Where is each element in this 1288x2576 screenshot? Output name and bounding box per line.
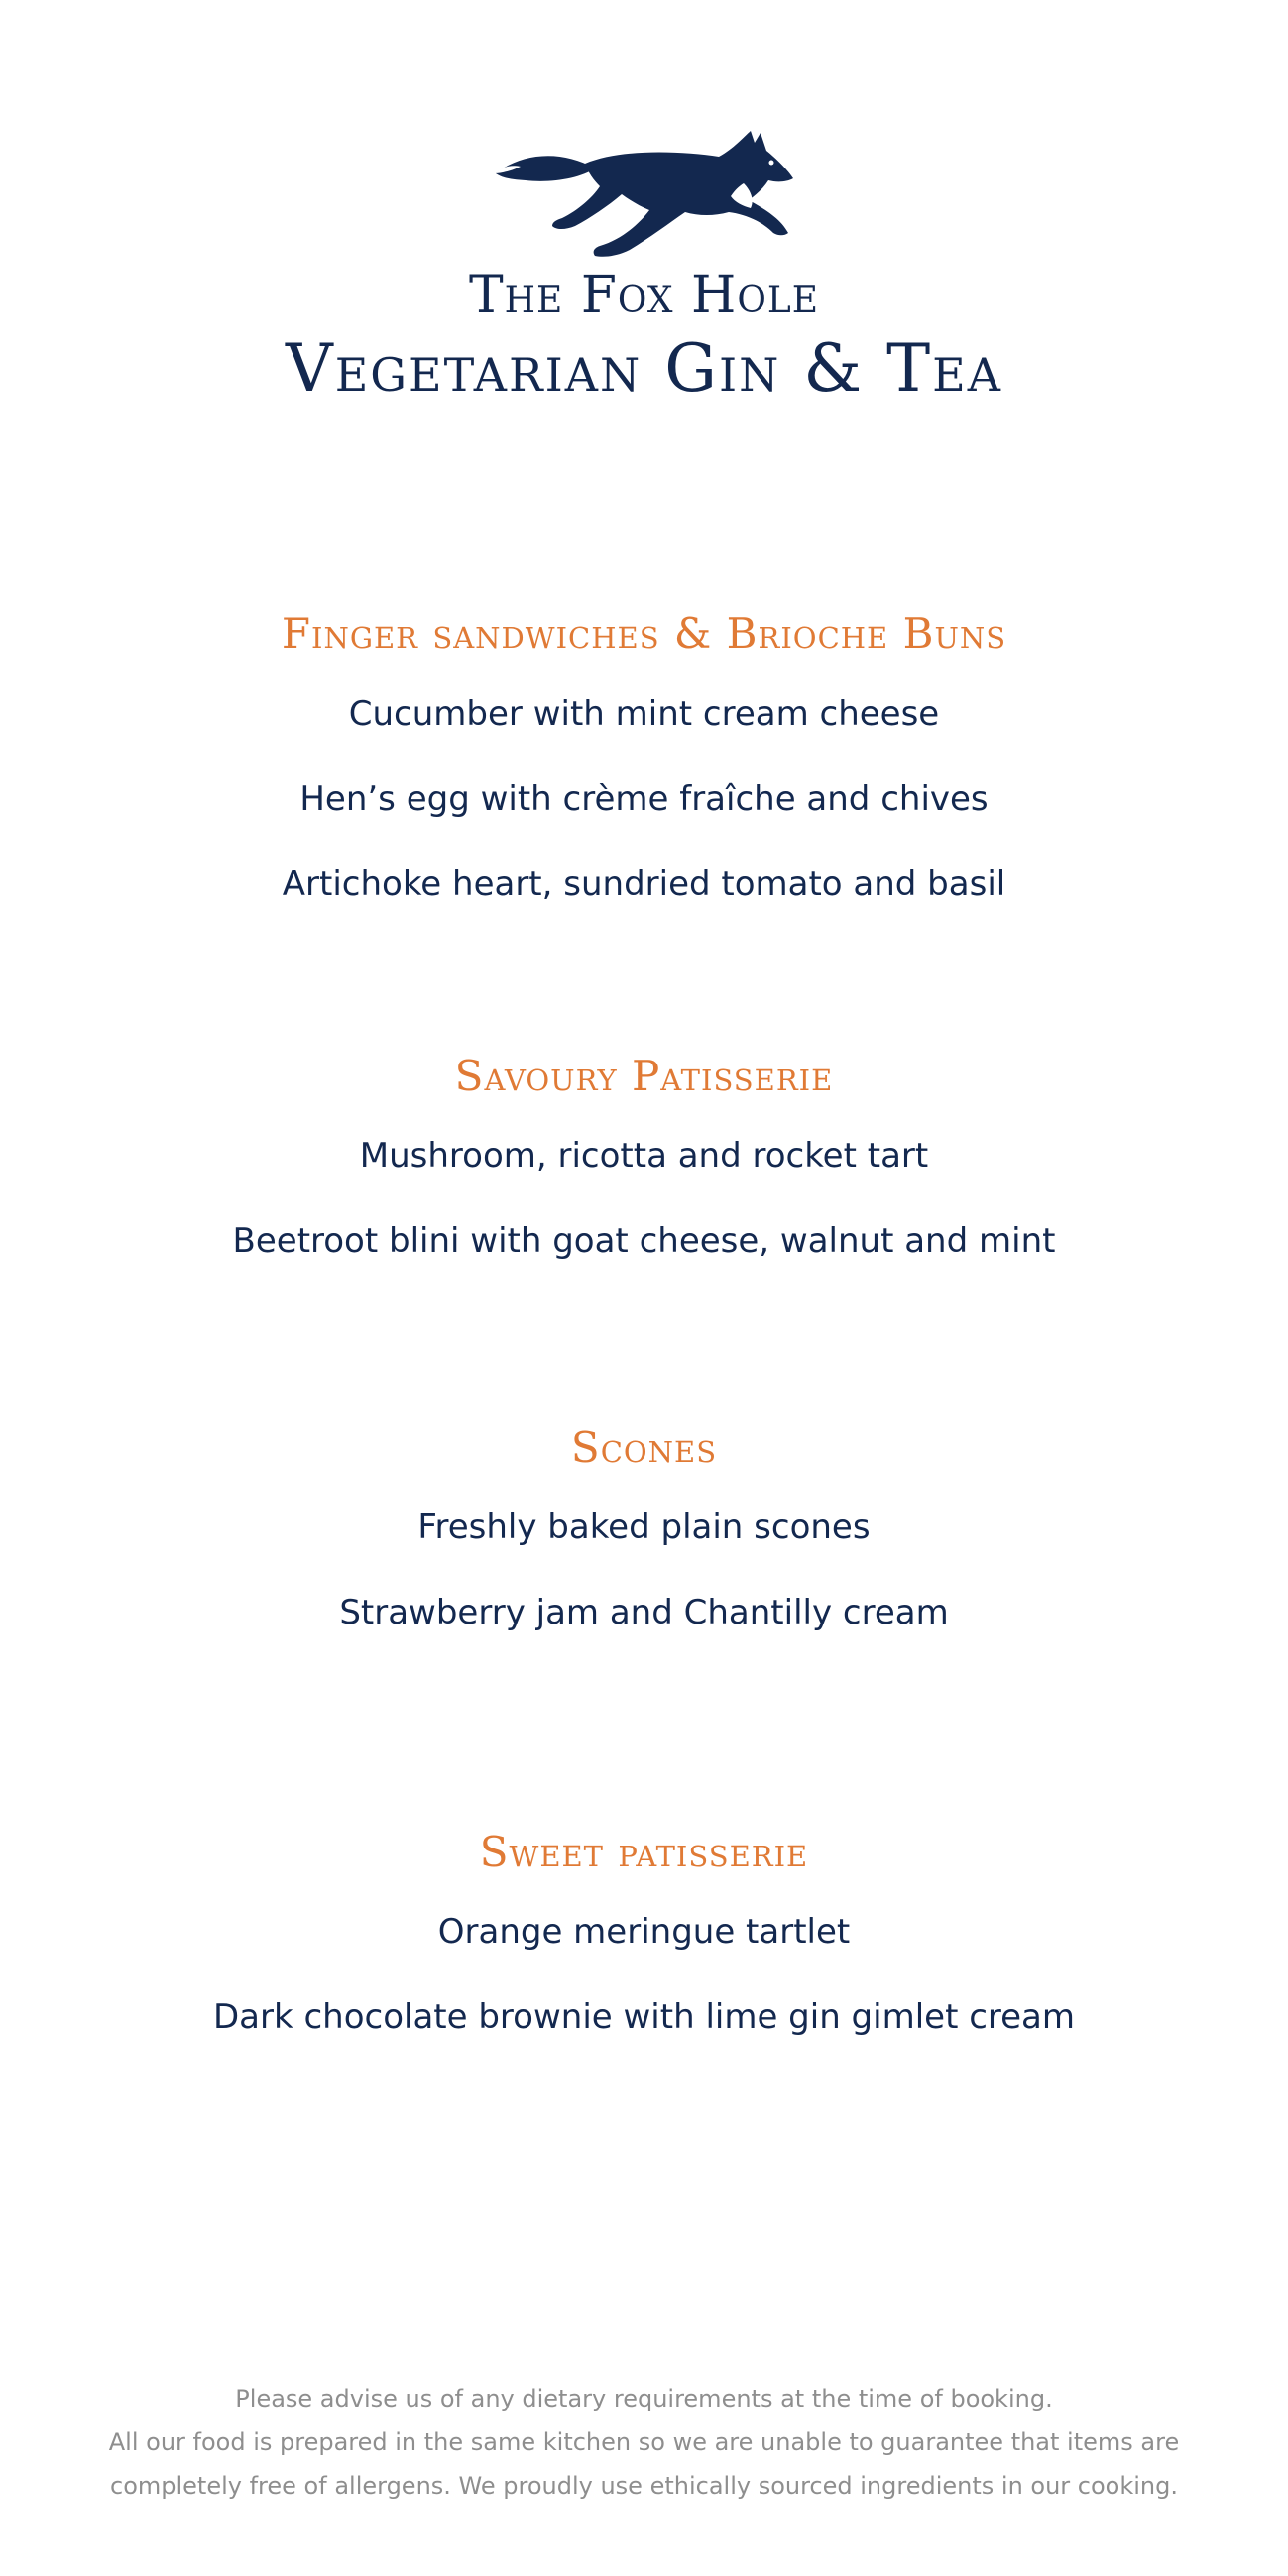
item-list	[0, 1910, 1288, 2039]
section-savoury-patisserie	[0, 1049, 1288, 1304]
menu-title: Vegetarian Gin & Tea	[286, 330, 1002, 406]
section-heading: Sweet patisserie	[479, 1828, 809, 1876]
item-list	[0, 1506, 1288, 1634]
venue-name: The Fox Hole	[468, 266, 820, 325]
menu-item: Freshly baked plain scones	[417, 1508, 871, 1547]
section-finger-sandwiches	[0, 607, 1288, 948]
section-heading: Savoury Patisserie	[454, 1052, 834, 1100]
footer-line: All our food is prepared in the same kitchen so we are unable to guarantee that items are	[108, 2428, 1180, 2456]
running-fox-icon	[491, 129, 798, 278]
menu-item: Mushroom, ricotta and rocket tart	[359, 1136, 929, 1176]
menu-item: Hen’s egg with crème fraîche and chives	[299, 779, 989, 819]
section-heading: Finger sandwiches & Brioche Buns	[281, 610, 1007, 658]
section-heading: Scones	[570, 1423, 718, 1472]
menu-item: Artichoke heart, sundried tomato and basil	[282, 864, 1006, 904]
menu-item: Dark chocolate brownie with lime gin gimlet cream	[212, 1997, 1076, 2037]
menu-item: Strawberry jam and Chantilly cream	[339, 1593, 949, 1632]
item-list	[0, 1134, 1288, 1263]
menu-item: Cucumber with mint cream cheese	[348, 694, 940, 733]
menu-item: Orange meringue tartlet	[437, 1912, 851, 1952]
item-list	[0, 692, 1288, 906]
footer-line: completely free of allergens. We proudly use ethically sourced ingredients in our cooking.	[110, 2472, 1178, 2500]
section-sweet-patisserie	[0, 1825, 1288, 2080]
footer-line: Please advise us of any dietary requirements at the time of booking.	[235, 2385, 1053, 2412]
menu-item: Beetroot blini with goat cheese, walnut and mint	[232, 1221, 1056, 1261]
section-scones	[0, 1420, 1288, 1676]
allergen-notice	[0, 2377, 1288, 2508]
